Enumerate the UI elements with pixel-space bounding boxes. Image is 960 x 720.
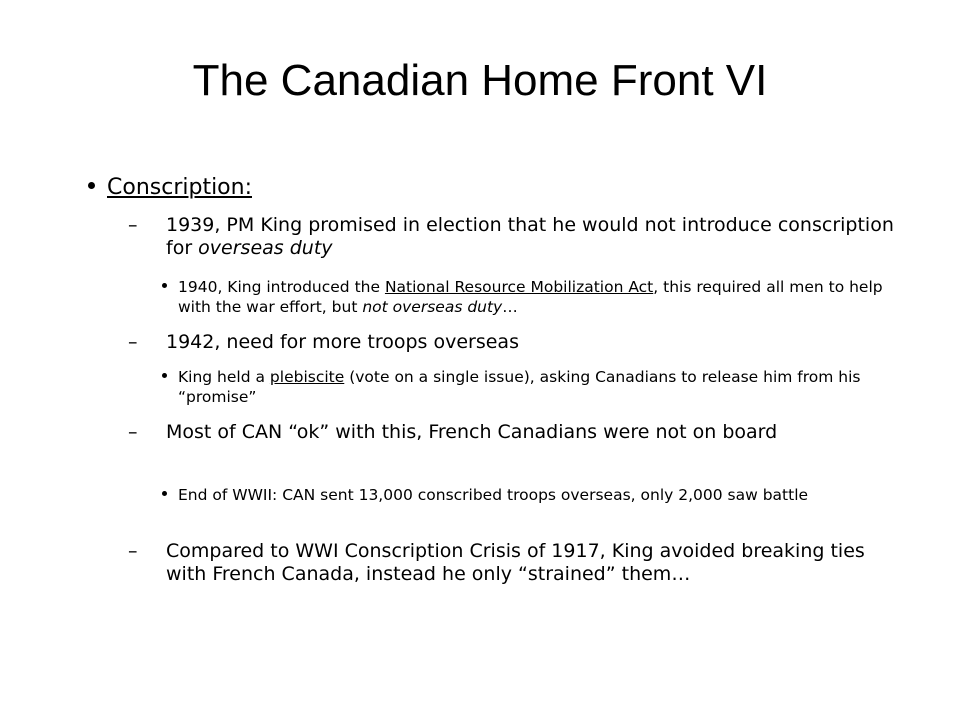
slide-title: The Canadian Home Front VI <box>192 56 768 105</box>
point-wwi-comparison-text: Compared to WWI Conscription Crisis of 1917, King avoided breaking ties with French Canada, instead he only “strained” them… <box>166 540 865 585</box>
point-french-canadians <box>128 421 908 444</box>
bullet-icon <box>162 373 167 378</box>
point-1942-text: 1942, need for more troops overseas <box>166 331 519 353</box>
subpoint-1940 <box>162 277 902 317</box>
point-french-canadians-text: Most of CAN “ok” with this, French Canadians were not on board <box>166 421 778 443</box>
subpoint-1940-end: … <box>502 298 518 316</box>
subpoint-end-of-wwii-text: End of WWII: CAN sent 13,000 conscribed troops overseas, only 2,000 saw battle <box>178 486 809 504</box>
subpoint-end-of-wwii <box>162 485 902 505</box>
heading-conscription: Conscription: <box>107 175 252 200</box>
plebiscite-underlined: plebiscite <box>269 368 345 386</box>
subpoint-1940-text <box>178 277 902 317</box>
subpoint-plebiscite-text <box>178 367 902 407</box>
point-1939-text <box>166 214 908 260</box>
subpoint-1940-mid: , this required all men to help with the war effort, but <box>178 278 883 316</box>
subpoint-plebiscite-pre: King held a <box>178 368 270 386</box>
dash-icon: – <box>128 214 138 236</box>
point-1942 <box>128 331 908 354</box>
subpoint-plebiscite <box>162 367 902 407</box>
heading-bullet <box>88 175 252 201</box>
nrma-underlined: National Resource Mobilization Act <box>384 278 654 296</box>
subpoint-1940-italic: not overseas duty <box>362 298 503 316</box>
bullet-icon <box>88 182 95 189</box>
point-1939 <box>128 214 908 260</box>
bullet-icon <box>162 283 167 288</box>
dash-icon: – <box>128 331 138 353</box>
subpoint-plebiscite-post: (vote on a single issue), asking Canadians to release him from his “promise” <box>178 368 861 406</box>
subpoint-1940-pre: 1940, King introduced the <box>178 278 385 296</box>
point-1939-body: 1939, PM King promised in election that he would not introduce conscription for <box>166 214 894 259</box>
dash-icon: – <box>128 540 138 562</box>
dash-icon: – <box>128 421 138 443</box>
point-wwi-comparison <box>128 540 908 586</box>
point-1939-italic: overseas duty <box>198 237 333 259</box>
bullet-icon <box>162 491 167 496</box>
